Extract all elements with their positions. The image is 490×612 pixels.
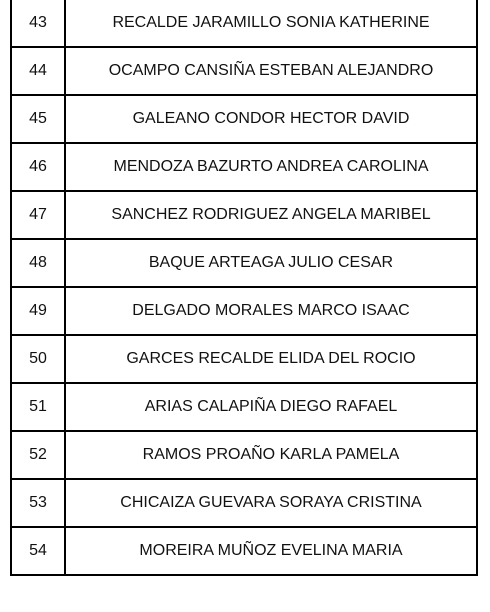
person-name: RECALDE JARAMILLO SONIA KATHERINE (65, 0, 477, 47)
person-name: MENDOZA BAZURTO ANDREA CAROLINA (65, 143, 477, 191)
row-number: 47 (11, 191, 65, 239)
row-number: 51 (11, 383, 65, 431)
person-name: GALEANO CONDOR HECTOR DAVID (65, 95, 477, 143)
person-name: SANCHEZ RODRIGUEZ ANGELA MARIBEL (65, 191, 477, 239)
table-row (11, 479, 477, 527)
table-row (11, 95, 477, 143)
person-name: DELGADO MORALES MARCO ISAAC (65, 287, 477, 335)
row-number: 52 (11, 431, 65, 479)
row-number: 46 (11, 143, 65, 191)
row-number: 49 (11, 287, 65, 335)
table-row (11, 191, 477, 239)
row-number: 48 (11, 239, 65, 287)
person-name: GARCES RECALDE ELIDA DEL ROCIO (65, 335, 477, 383)
table-row (11, 143, 477, 191)
row-number: 53 (11, 479, 65, 527)
row-number: 54 (11, 527, 65, 575)
person-name: ARIAS CALAPIÑA DIEGO RAFAEL (65, 383, 477, 431)
row-number: 50 (11, 335, 65, 383)
table-row (11, 239, 477, 287)
table-row (11, 287, 477, 335)
table-row (11, 47, 477, 95)
table-row (11, 383, 477, 431)
person-name: MOREIRA MUÑOZ EVELINA MARIA (65, 527, 477, 575)
table-row (11, 431, 477, 479)
roster-sheet (10, 0, 476, 576)
roster-table-body (11, 0, 477, 575)
row-number: 45 (11, 95, 65, 143)
person-name: RAMOS PROAÑO KARLA PAMELA (65, 431, 477, 479)
row-number: 44 (11, 47, 65, 95)
person-name: BAQUE ARTEAGA JULIO CESAR (65, 239, 477, 287)
row-number: 43 (11, 0, 65, 47)
person-name: OCAMPO CANSIÑA ESTEBAN ALEJANDRO (65, 47, 477, 95)
roster-table (10, 0, 478, 576)
person-name: CHICAIZA GUEVARA SORAYA CRISTINA (65, 479, 477, 527)
table-row (11, 527, 477, 575)
table-row (11, 335, 477, 383)
table-row (11, 0, 477, 47)
